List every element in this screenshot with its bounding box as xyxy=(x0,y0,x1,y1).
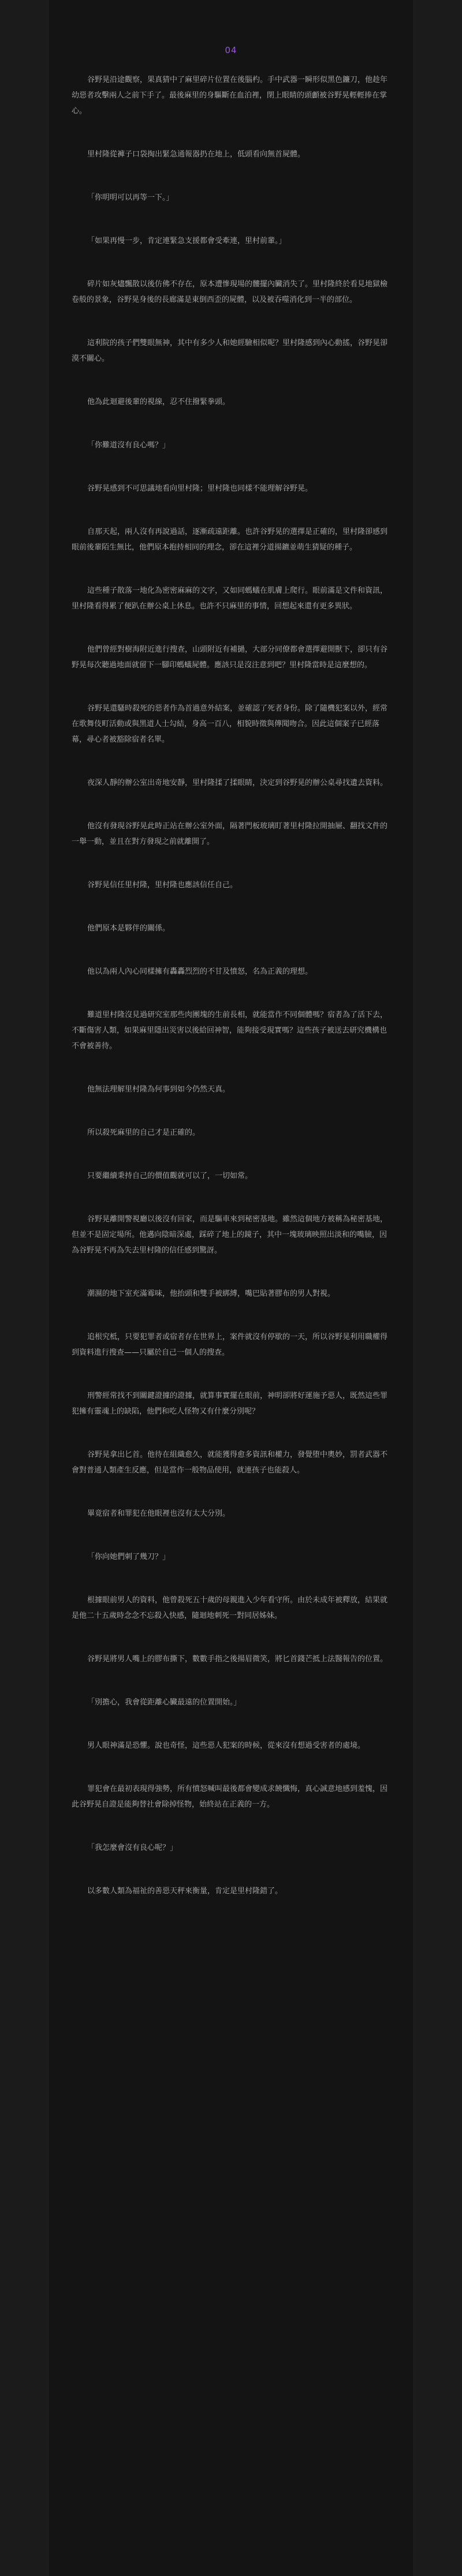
paragraph: 他為此迴避後輩的視線，忍不住撥緊拳頭。 xyxy=(87,398,230,406)
paragraph: 夜深人靜的辦公室出奇地安靜，里村隆揉了揉眼睛，決定到谷野晃的辦公桌尋找遺去資料。 xyxy=(87,779,388,787)
paragraph: 「我怎麼會沒有良心呢？」 xyxy=(87,1844,178,1852)
paragraph: 谷野晃還騷時殺死的惡者作為首過意外結案，並確認了死者身份。除了隨機犯案以外，經常在歌舞伎町活動或與黑道人士勾結，身高一百八，相貌時徵與傳聞吻合。因此這個案子已經落幕，尋心者被豁除宿者名單。 xyxy=(72,704,388,744)
paragraph: 「你難道沒有良心嗎？」 xyxy=(87,441,170,450)
paragraph: 以多數人類為福祉的善惡天秤來衡量，肯定是里村隆錯了。 xyxy=(87,1887,283,1895)
paragraph: 他無法理解里村隆為何事到如今仍然天真。 xyxy=(87,1085,230,1094)
chapter-text xyxy=(49,72,413,1927)
paragraph: 「如果再慢一步，肯定連緊急支援都會受牽連，里村前輩。」 xyxy=(87,237,286,245)
paragraph: 「你向她們刺了幾刀？」 xyxy=(87,1553,170,1561)
paragraph: 谷野晃將男人嘴上的膠布撕下，數數手指之後揚眉微笑，將匕首錢芒抵上法醫報告的位置。 xyxy=(87,1655,388,1663)
paragraph: 畢竟宿者和罪犯在他眼裡也沒有太大分別。 xyxy=(87,1509,230,1518)
paragraph: 「別擔心，我會從距離心臟最遠的位置開始。」 xyxy=(87,1698,241,1707)
paragraph: 罪犯會在最初表現得強勢，所有憤怒喊叫最後都會變成求饒懺悔，真心誠意地感到羞愧，因此谷野晃自證是能夠替社會除掉怪物，始終站在正義的一方。 xyxy=(72,1785,388,1809)
paragraph: 里村隆從褲子口袋掏出緊急通報器扔在地上，低頭看向無首屍體。 xyxy=(87,150,305,159)
paragraph: 谷野晃信任里村隆，里村隆也應該信任自己。 xyxy=(87,881,238,889)
paragraph: 谷野晃離開警視廳以後沒有回家，而是驅車來到秘密基地。雖然這個地方被稱為秘密基地，但並不是固定場所。他邁向陰暗深處，踩碎了地上的鏡子，其中一塊玻璃映照出淡和的嘴臉，因為谷野晃不再為失去里村隆的信任感到驚訝。 xyxy=(72,1215,388,1255)
paragraph: 男人眼神滿是恐懼。說也奇怪，這些惡人犯案的時候，從來沒有想過受害者的處境。 xyxy=(87,1741,366,1750)
paragraph: 他以為兩人內心同樣擁有轟轟烈烈的不甘及憤怒，名為正義的理想。 xyxy=(87,967,313,976)
paragraph: 谷野晃拿出匕首。他待在組織愈久，就能獲得愈多資訊和權力，發覺堕中奧妙，罰者武器不會對普通人類產生反應，但是當作一般物品使用，就連孩子也能殺人。 xyxy=(72,1450,388,1475)
paragraph: 只要繼續秉持自己的價值觀就可以了，一切如常。 xyxy=(87,1172,253,1180)
paragraph: 他沒有發現谷野晃此時正站在辦公室外面，隔著門板玻璃盯著里村隆拉開抽屜、翻找文件的一舉一動，並且在對方發現之前就離開了。 xyxy=(72,822,388,846)
chapter-number: 04 xyxy=(225,45,237,55)
paragraph: 刑警經常找不到關鍵證據的證據，就算事實擺在眼前，神明卻將好運施予惡人，既然這些罪犯擁有靈魂上的缺陷，他們和吃人怪物又有什麼分別呢？ xyxy=(72,1392,388,1416)
paragraph: 他們曾經對樹海附近進行搜查，山頭附近有補撾，大部分同僚都會選擇避開獸下，卻只有谷野晃每次聽過地面就留下一腳印螞蟻屍體。應該只是沒注意到吧？里村隆當時是這麼想的。 xyxy=(72,645,388,670)
paragraph: 自那天起，兩人沒有再說過話，逐漸疏遠距離。也許谷野晃的選擇是正確的，里村隆卻感到眼前後輩陌生無比，他們原本抱持相同的理念，卻在這裡分道揚鑣並萌生猜疑的種子。 xyxy=(72,528,388,552)
paragraph: 根據眼前男人的資料，他曾殺死五十歲的母親進入少年看守所。由於未成年被釋放，結果就是他二十五歲時念念不忘殺入快感，隨迴地刺死一對同居姊妹。 xyxy=(72,1596,388,1620)
paragraph: 難道里村隆沒見過研究室那些肉團塊的生前長相，就能當作不同個體嗎？宿者為了活下去，不斷傷害人類，如果麻里隱出災害以後給回神智，能夠接受現實嗎？這些孩子被送去研究機構也不會被善待。 xyxy=(72,1011,388,1050)
paragraph: 谷野晃沿途觀察，果真猜中了麻里碎片位置在後腦杓。手中武器一瞬形似黑色鐮刀，他趁年幼惡者攻擊兩人之前下手了。最後麻里的身驅斷在血泊裡，閉上眼睛的頭顱被谷野晃輕輕捧在掌心。 xyxy=(72,76,388,115)
paragraph: 追根究柢，只要犯罪者或宿者存在世界上，案件就沒有停歇的一天，所以谷野晃利用職權得到資料進行搜查——只屬於自己一個人的搜查。 xyxy=(72,1333,388,1357)
paragraph: 碎片如灰燼飄散以後仿佛不存在，原本遭慘現場的髏擺內臟消失了。里村隆終於看見地獄檢卷般的景象，谷野晃身後的長廊滿是東倒西歪的屍體，以及被吞噬消化到一半的部位。 xyxy=(72,280,388,304)
paragraph: 所以殺死麻里的自己才是正確的。 xyxy=(87,1128,200,1137)
paragraph: 潮濕的地下室充滿霉味，他抬頭和雙手被綁縛，嘴巴貼著膠布的男人對視。 xyxy=(87,1289,336,1298)
paragraph: 他們原本是夥伴的關係。 xyxy=(87,924,170,933)
paragraph: 「你明明可以再等一下。」 xyxy=(87,193,174,202)
chapter-page xyxy=(49,0,413,2576)
paragraph: 這利院的孩子們雙眼無神，其中有多少人和她經驗相似呢？里村隆感到內心動搖，谷野晃卻漠不關心。 xyxy=(72,339,388,363)
paragraph: 谷野晃感到不可思議地看向里村隆；里村隆也同樣不能理解谷野晃。 xyxy=(87,484,313,493)
paragraph: 這些種子散落一地化為密密麻麻的文字，又如同螞蟻在肌膚上爬行。眼前滿是文件和資訊，里村隆看得累了便趴在辦公桌上休息。也許不只麻里的事情，回想起來還有更多異狀。 xyxy=(72,586,388,611)
